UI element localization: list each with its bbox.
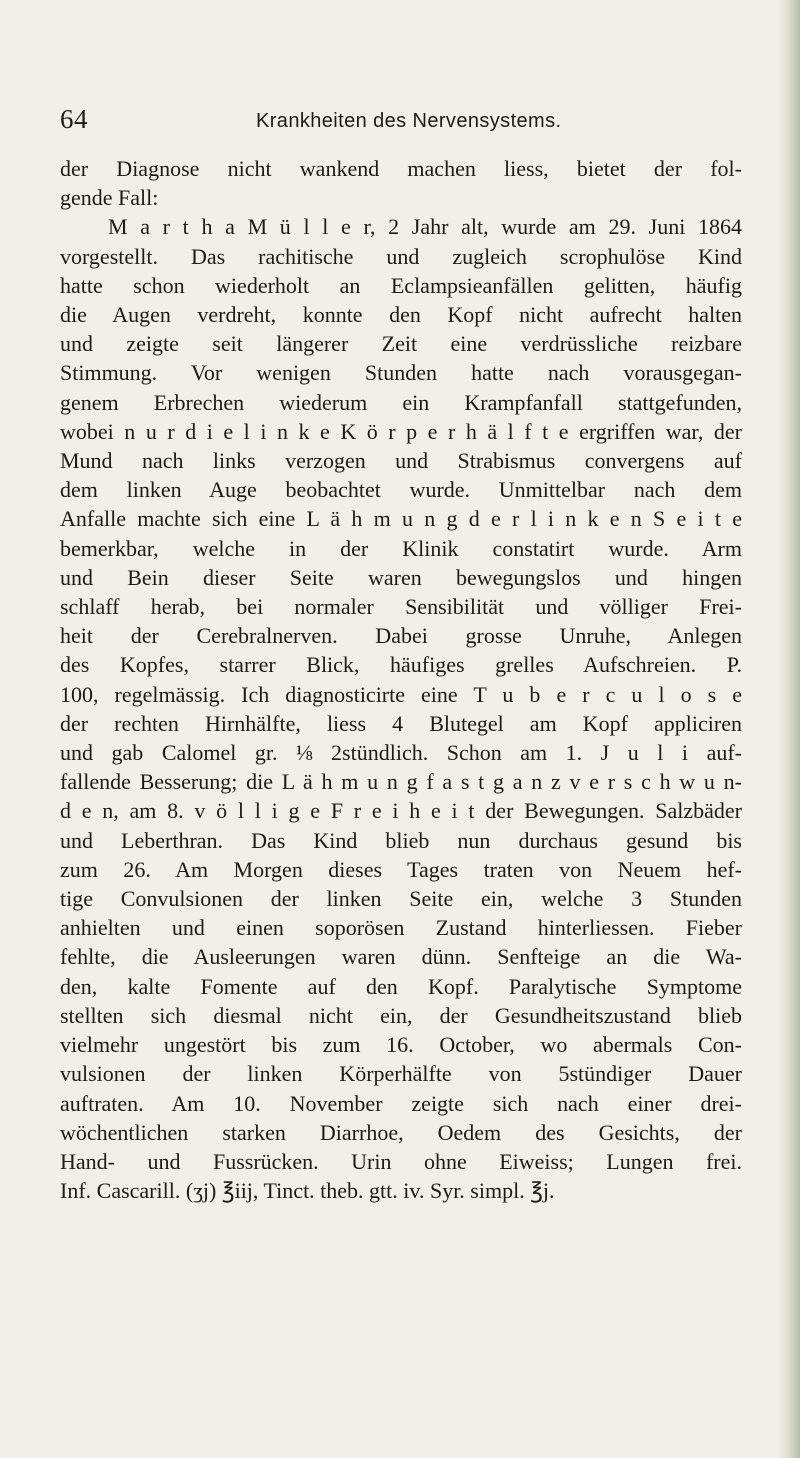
text-line: Inf. Cascarill. (ʒj) ℥iij, Tinct. theb. gtt. iv. Syr. simpl. ℥j. [60, 1178, 555, 1204]
text-line: fehlte, die Ausleerungen waren dünn. Senfteige an die Wa- [60, 944, 742, 970]
text-line: fallende Besserung; die L ä h m u n g f a s t g a n z v e r s c h w u n- [60, 769, 742, 795]
text-line: vielmehr ungestört bis zum 16. October, wo abermals Con- [60, 1032, 742, 1058]
text-line: d e n, am 8. v ö l l i g e F r e i h e i t der Bewegungen. Salzbäder [60, 798, 742, 824]
text-line: 100, regelmässig. Ich diagnosticirte eine T u b e r c u l o s e [60, 681, 742, 707]
text-line: dem linken Auge beobachtet wurde. Unmittelbar nach dem [60, 477, 742, 503]
text-line: schlaff herab, bei normaler Sensibilität und völliger Frei- [60, 594, 742, 620]
text-line: der rechten Hirnhälfte, liess 4 Blutegel am Kopf appliciren [60, 710, 742, 736]
text-line: Mund nach links verzogen und Strabismus convergens auf [60, 448, 742, 474]
text-line: Hand- und Fussrücken. Urin ohne Eiweiss; Lungen frei. [60, 1148, 742, 1174]
text-line: die Augen verdreht, konnte den Kopf nicht aufrecht halten [60, 302, 742, 328]
text-line: Stimmung. Vor wenigen Stunden hatte nach vorausgegan- [60, 360, 742, 386]
text-line: zum 26. Am Morgen dieses Tages traten von Neuem hef- [60, 856, 742, 882]
text-line: tige Convulsionen der linken Seite ein, welche 3 Stunden [60, 886, 742, 912]
page-header [60, 104, 720, 134]
text-line: M a r t h a M ü l l e r, 2 Jahr alt, wurde am 29. Juni 1864 [108, 214, 742, 240]
text-line: wobei n u r d i e l i n k e K ö r p e r h ä l f t e ergriffen war, der [60, 418, 742, 444]
running-head: Krankheiten des Nervensystems. [256, 110, 562, 132]
text-line: heit der Cerebralnerven. Dabei grosse Unruhe, Anlegen [60, 623, 742, 649]
text-line: wöchentlichen starken Diarrhoe, Oedem des Gesichts, der [60, 1119, 742, 1145]
body-text [60, 154, 742, 1205]
text-line: Anfalle machte sich eine L ä h m u n g d e r l i n k e n S e i t e [60, 506, 742, 532]
text-line: der Diagnose nicht wankend machen liess, bietet der fol- [60, 156, 742, 181]
text-line: gende Fall: [60, 185, 159, 211]
text-line: den, kalte Fomente auf den Kopf. Paralytische Symptome [60, 973, 742, 999]
page-number: 64 [60, 104, 88, 134]
page-edge-shadow [778, 0, 800, 1458]
text-line: anhielten und einen soporösen Zustand hinterliessen. Fieber [60, 915, 742, 941]
text-line: vulsionen der linken Körperhälfte von 5stündiger Dauer [60, 1061, 742, 1087]
text-line: des Kopfes, starrer Blick, häufiges grelles Aufschreien. P. [60, 652, 742, 678]
text-line: auftraten. Am 10. November zeigte sich nach einer drei- [60, 1090, 742, 1116]
text-line: und Leberthran. Das Kind blieb nun durchaus gesund bis [60, 827, 742, 853]
text-line: vorgestellt. Das rachitische und zugleich scrophulöse Kind [60, 243, 742, 269]
text-line: und Bein dieser Seite waren bewegungslos und hingen [60, 564, 742, 590]
text-line: und gab Calomel gr. ⅛ 2stündlich. Schon am 1. J u l i auf- [60, 740, 742, 766]
text-line: hatte schon wiederholt an Eclampsieanfällen gelitten, häufig [60, 272, 742, 298]
text-line: bemerkbar, welche in der Klinik constatirt wurde. Arm [60, 535, 742, 561]
text-line: stellten sich diesmal nicht ein, der Gesundheitszustand blieb [60, 1002, 742, 1028]
text-line: genem Erbrechen wiederum ein Krampfanfall stattgefunden, [60, 389, 742, 415]
text-line: und zeigte seit längerer Zeit eine verdrüssliche reizbare [60, 331, 742, 357]
